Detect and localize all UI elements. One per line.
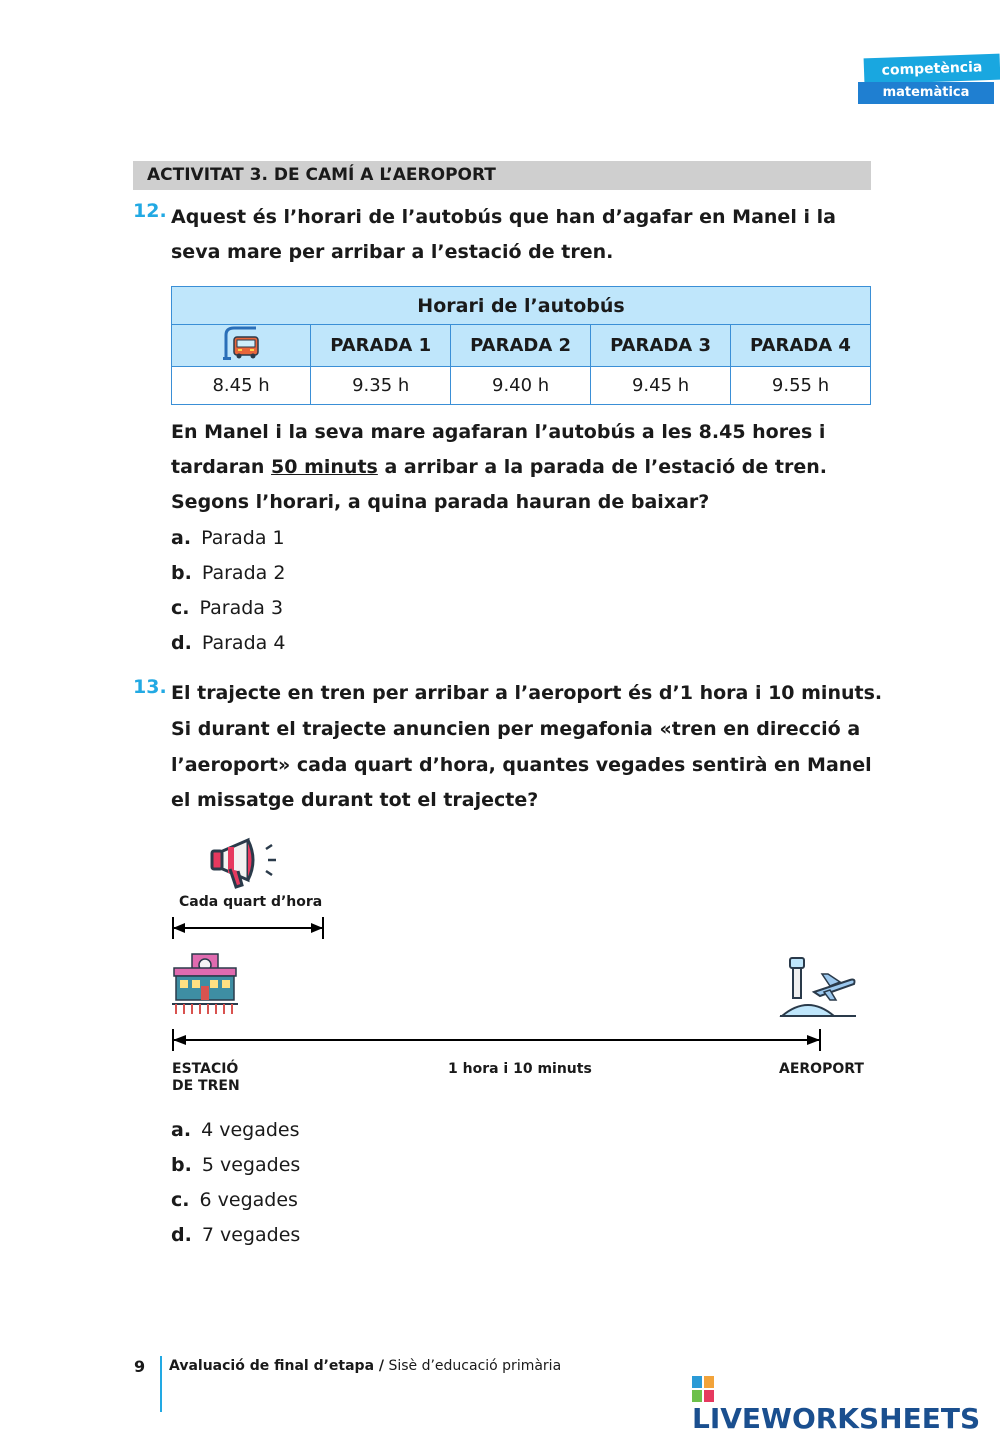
para-text: tardaran bbox=[171, 456, 272, 478]
footer-title-bold: Avaluació de final d’etapa / bbox=[169, 1358, 384, 1374]
option-text: Parada 4 bbox=[201, 632, 286, 654]
option-text: Parada 1 bbox=[201, 527, 285, 549]
option-letter: b. bbox=[171, 562, 192, 584]
question-number: 13. bbox=[133, 676, 167, 698]
stop-header: PARADA 4 bbox=[731, 325, 871, 367]
q12-option-b[interactable] bbox=[171, 556, 285, 591]
para-text: a arribar a la parada de l’estació de tren. bbox=[377, 456, 827, 478]
start-label-line2: DE TREN bbox=[172, 1078, 240, 1094]
question-number: 12. bbox=[133, 200, 167, 222]
question-12-text-line1: Aquest és l’horari de l’autobús que han d’agafar en Manel i la bbox=[171, 206, 836, 228]
option-letter: a. bbox=[171, 1119, 192, 1141]
interval-arrow bbox=[168, 914, 330, 942]
q12-option-a[interactable] bbox=[171, 521, 285, 556]
q13-option-b[interactable] bbox=[171, 1148, 300, 1183]
journey-arrow bbox=[168, 1026, 828, 1054]
footer-title bbox=[169, 1358, 561, 1374]
time-cell: 9.55 h bbox=[731, 367, 871, 405]
bus-schedule-table bbox=[171, 286, 871, 405]
megaphone-icon bbox=[200, 835, 290, 890]
question-12 bbox=[133, 200, 167, 222]
question-13-line4: el missatge durant tot el trajecte? bbox=[171, 789, 539, 811]
footer-subtitle: Sisè d’educació primària bbox=[384, 1358, 562, 1374]
liveworksheets-brand: LIVEWORKSHEETS bbox=[692, 1402, 981, 1435]
question-13-line1: El trajecte en tren per arribar a l’aeroport és d’1 hora i 10 minuts. bbox=[171, 682, 883, 704]
option-letter: d. bbox=[171, 632, 192, 654]
airport-icon bbox=[778, 952, 860, 1020]
option-letter: c. bbox=[171, 597, 190, 619]
q12-paragraph-line1: En Manel i la seva mare agafaran l’autobús a les 8.45 hores i bbox=[171, 421, 826, 443]
option-text: 5 vegades bbox=[201, 1154, 301, 1176]
question-12-text-line2: seva mare per arribar a l’estació de tren. bbox=[171, 241, 614, 263]
duration-label: 1 hora i 10 minuts bbox=[448, 1061, 592, 1077]
q13-option-c[interactable] bbox=[171, 1183, 298, 1218]
option-letter: b. bbox=[171, 1154, 192, 1176]
stop-header: PARADA 2 bbox=[451, 325, 591, 367]
bus-stop-icon bbox=[220, 325, 262, 361]
time-cell: 9.45 h bbox=[591, 367, 731, 405]
stop-header: PARADA 3 bbox=[591, 325, 731, 367]
q13-option-d[interactable] bbox=[171, 1218, 300, 1253]
q12-paragraph-line2 bbox=[171, 450, 827, 485]
option-letter: d. bbox=[171, 1224, 192, 1246]
time-cell: 9.35 h bbox=[311, 367, 451, 405]
option-text: Parada 3 bbox=[199, 597, 284, 619]
option-letter: c. bbox=[171, 1189, 190, 1211]
matematica-badge: matemàtica bbox=[858, 82, 994, 104]
stop-header: PARADA 1 bbox=[311, 325, 451, 367]
competencia-badge: competència bbox=[864, 54, 1000, 85]
option-text: 7 vegades bbox=[201, 1224, 301, 1246]
start-label-line1: ESTACIÓ bbox=[172, 1061, 239, 1077]
end-label: AEROPORT bbox=[779, 1061, 864, 1077]
q12-paragraph-line3: Segons l’horari, a quina parada hauran de baixar? bbox=[171, 491, 710, 513]
option-letter: a. bbox=[171, 527, 192, 549]
option-text: 4 vegades bbox=[201, 1119, 300, 1141]
page-number: 9 bbox=[134, 1357, 146, 1376]
liveworksheets-logo bbox=[692, 1376, 1000, 1435]
underlined-duration: 50 minuts bbox=[271, 456, 378, 478]
interval-label: Cada quart d’hora bbox=[179, 894, 323, 910]
q13-option-a[interactable] bbox=[171, 1113, 300, 1148]
footer-divider bbox=[160, 1356, 162, 1412]
section-title: ACTIVITAT 3. DE CAMÍ A L’AEROPORT bbox=[133, 161, 871, 190]
time-cell: 9.40 h bbox=[451, 367, 591, 405]
q12-option-c[interactable] bbox=[171, 591, 283, 626]
question-13-line3: l’aeroport» cada quart d’hora, quantes vegades sentirà en Manel bbox=[171, 754, 872, 776]
bus-stop-icon-cell bbox=[172, 325, 311, 367]
question-13 bbox=[133, 676, 167, 698]
time-cell: 8.45 h bbox=[172, 367, 311, 405]
table-title: Horari de l’autobús bbox=[172, 287, 871, 325]
question-13-line2: Si durant el trajecte anuncien per megafonia «tren en direcció a bbox=[171, 718, 861, 740]
liveworksheets-logo-icon bbox=[692, 1376, 714, 1402]
q12-option-d[interactable] bbox=[171, 626, 285, 661]
option-text: 6 vegades bbox=[199, 1189, 298, 1211]
train-station-icon bbox=[170, 952, 240, 1018]
option-text: Parada 2 bbox=[201, 562, 286, 584]
